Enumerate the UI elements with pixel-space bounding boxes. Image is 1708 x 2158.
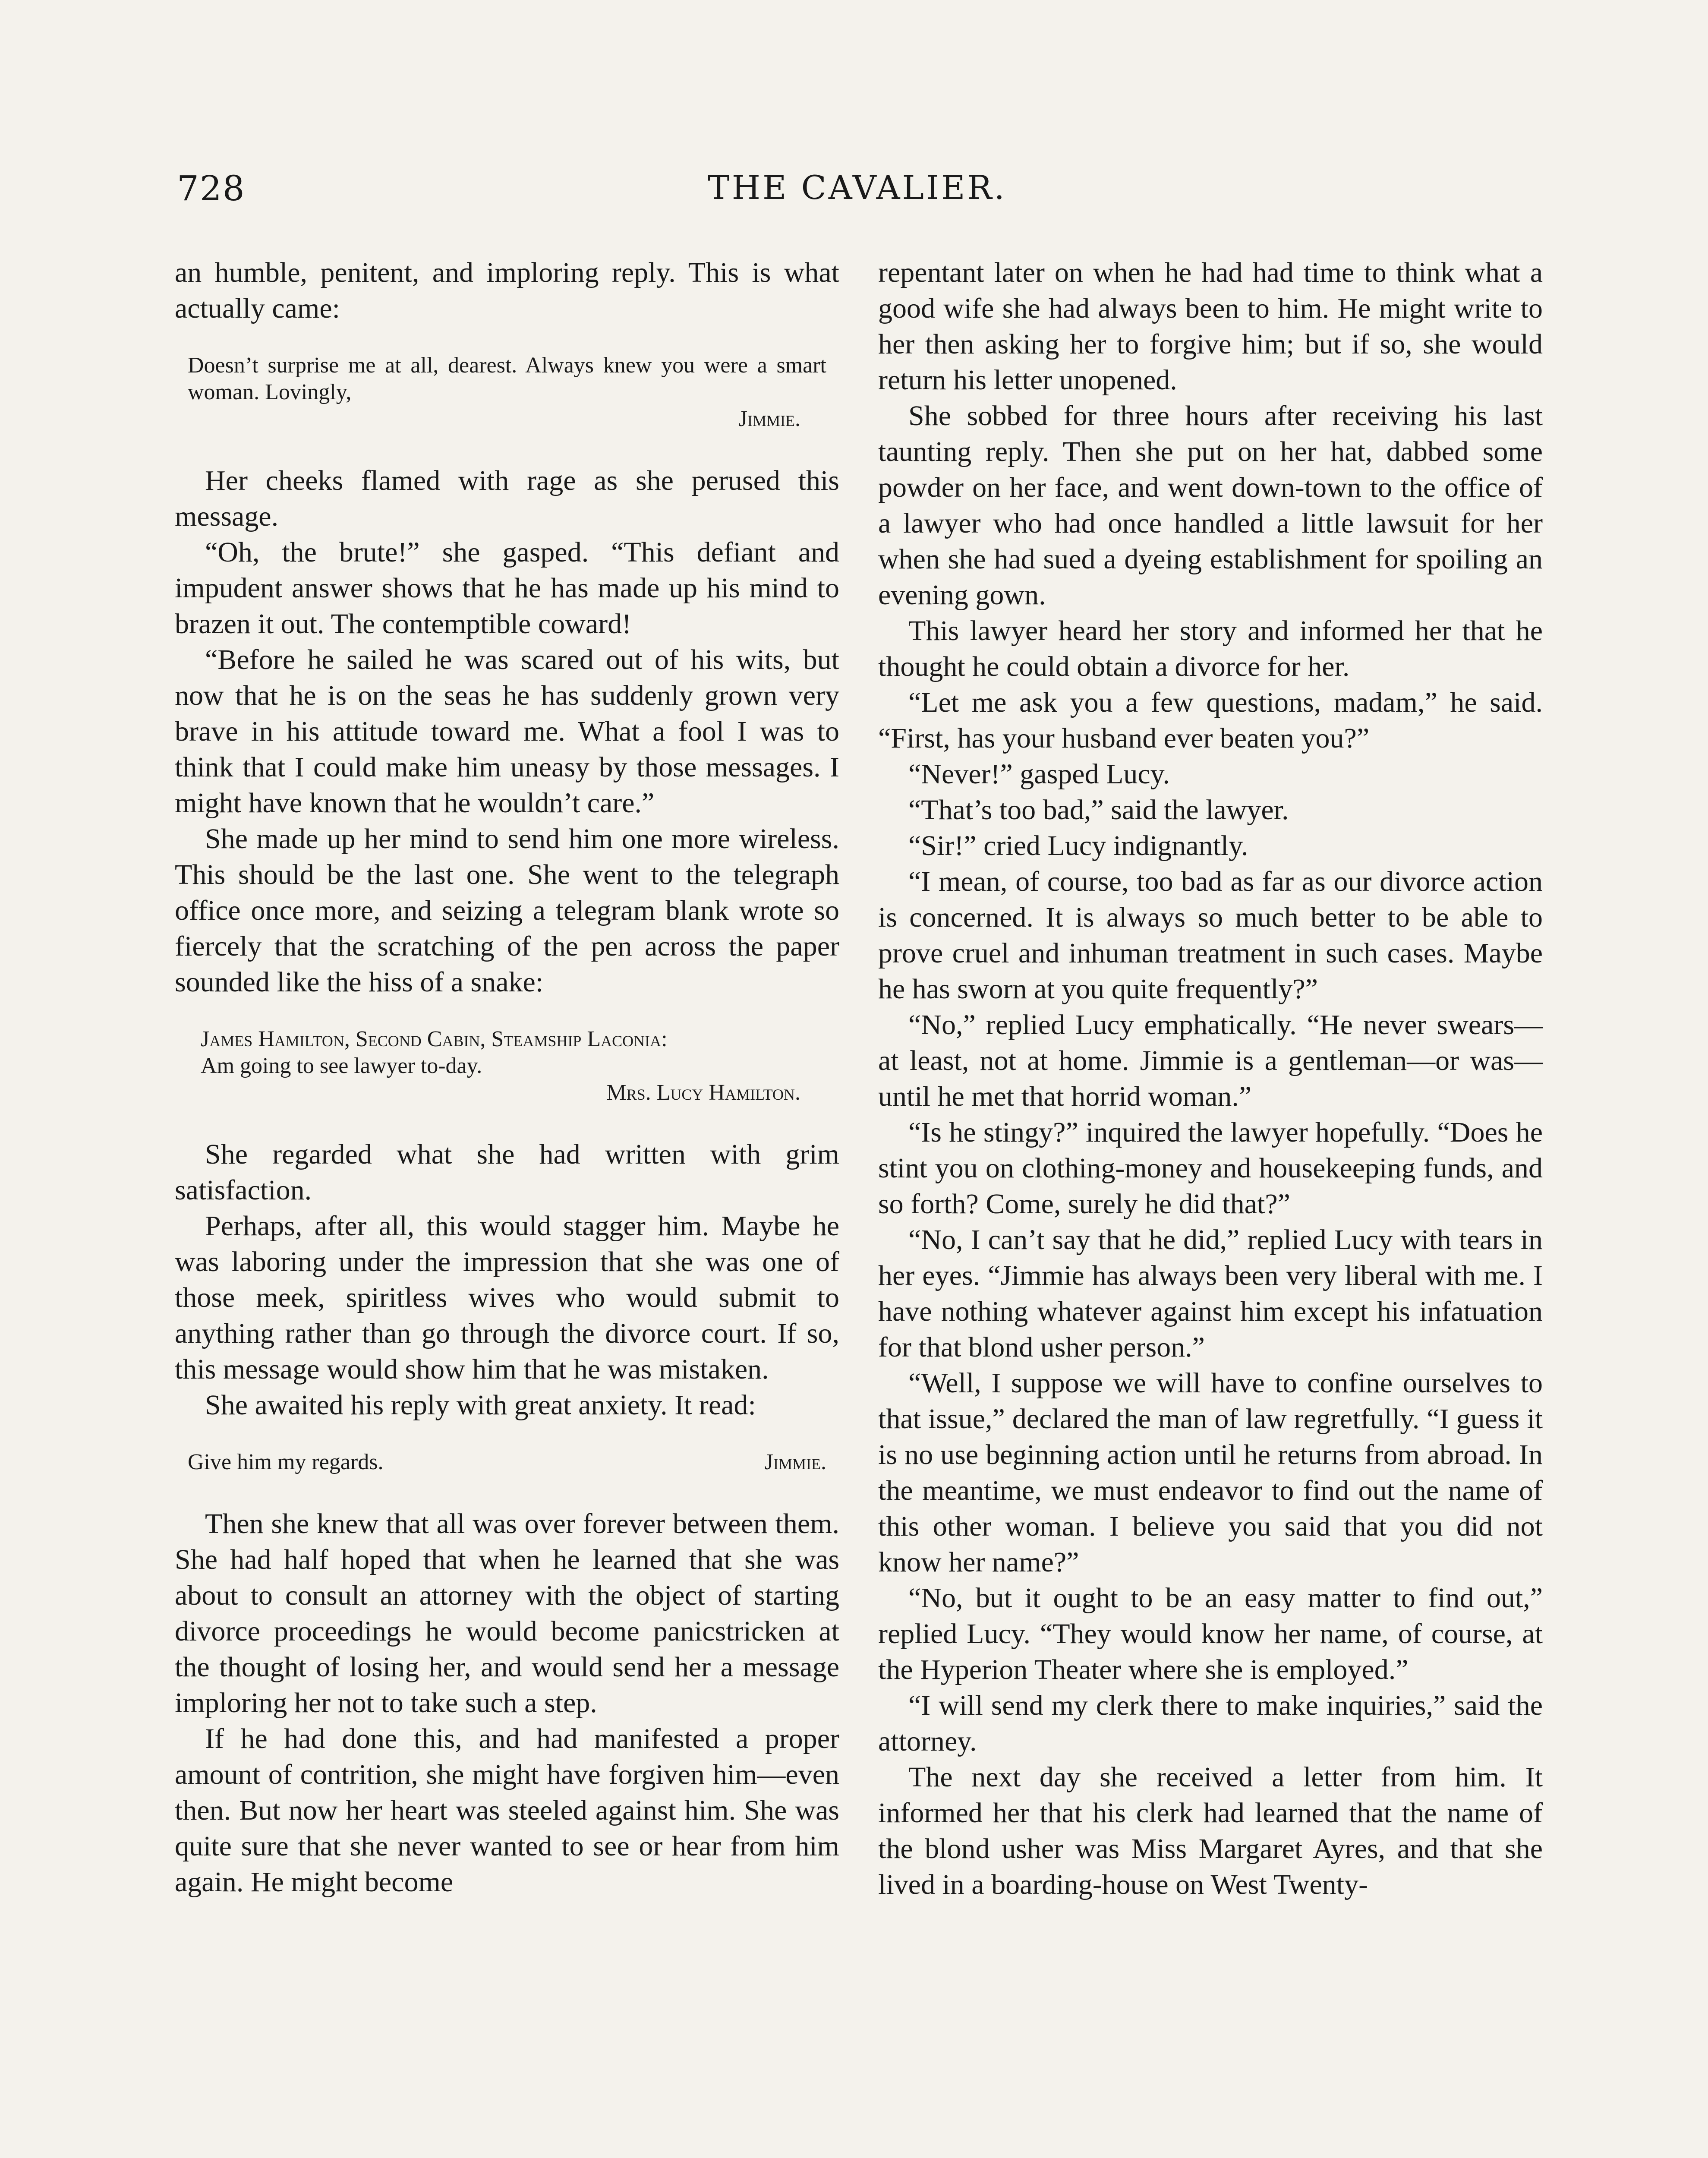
paragraph: “No,” replied Lucy emphatically. “He never swears—at least, not at home. Jimmie is a gentleman—or was—until he met that horrid woman.” xyxy=(878,1009,1543,1112)
telegram-message xyxy=(188,1449,844,1476)
paragraph: “Well, I suppose we will have to confine ourselves to that issue,” declared the man of law regretfully. “I guess it is no use beginning action until he returns from abroad. In the meantime, we must endeavor to find out the name of this other woman. I believe you said that you did not know her name?” xyxy=(878,1367,1543,1578)
left-column xyxy=(175,255,839,1900)
page-header xyxy=(0,160,1708,229)
paragraph: “Sir!” cried Lucy indignantly. xyxy=(908,830,1248,861)
paragraph: The next day she received a letter from him. It informed her that his clerk had learned that the name of the blond usher was Miss Margaret Ayres, and that she lived in a boarding-house on West Twenty- xyxy=(878,1761,1543,1900)
telegram-address: James Hamilton, Second Cabin, Steamship Laconia: xyxy=(201,1027,668,1051)
telegram-signature: Mrs. Lucy Hamilton. xyxy=(606,1080,800,1105)
telegram-body: Give him my regards. xyxy=(188,1450,384,1474)
telegram-signature: Jimmie. xyxy=(764,1450,826,1474)
paragraph: “Before he sailed he was scared out of his wits, but now that he is on the seas he has suddenly grown very brave in his attitude toward me. What a fool I was to think that I could make him uneasy by those messages. I might have known that he wouldn’t care.” xyxy=(175,644,839,819)
paragraph: repentant later on when he had had time to think what a good wife she had always been to him. He might write to her then asking her to forgive him; but if so, she would return his letter unopened. xyxy=(878,257,1543,396)
telegram-message xyxy=(188,352,826,432)
paragraph: “I mean, of course, too bad as far as our divorce action is concerned. It is always so much better to be able to prove cruel and inhuman treatment in such cases. Maybe he has sworn at you quite frequently?” xyxy=(878,866,1543,1005)
paragraph: Perhaps, after all, this would stagger him. Maybe he was laboring under the impression that she was one of those meek, spiritless wives who would submit to anything rather than go through the divorce court. If so, this message would show him that he was mistaken. xyxy=(175,1210,839,1385)
telegram-body: Doesn’t surprise me at all, dearest. Always knew you were a smart woman. Lovingly, xyxy=(188,353,826,404)
paragraph: “Never!” gasped Lucy. xyxy=(908,758,1170,790)
right-column xyxy=(878,255,1543,1902)
paragraph: She regarded what she had written with grim satisfaction. xyxy=(175,1139,839,1206)
paragraph: “Let me ask you a few questions, madam,” he said. “First, has your husband ever beaten you?” xyxy=(878,687,1543,754)
paragraph: “That’s too bad,” said the lawyer. xyxy=(908,794,1289,826)
paragraph: “No, I can’t say that he did,” replied Lucy with tears in her eyes. “Jimmie has always been very liberal with me. I have nothing whatever against him except his infatuation for that blond usher person.” xyxy=(878,1224,1543,1363)
paragraph: She made up her mind to send him one more wireless. This should be the last one. She went to the telegraph office once more, and seizing a telegram blank wrote so fiercely that the scratching of the pen across the paper sounded like the hiss of a snake: xyxy=(175,823,839,998)
paragraph: “Oh, the brute!” she gasped. “This defiant and impudent answer shows that he has made up his mind to brazen it out. The contemptible coward! xyxy=(175,536,839,640)
page-number: 728 xyxy=(177,168,246,208)
paragraph: She sobbed for three hours after receiving his last taunting reply. Then she put on her hat, dabbed some powder on her face, and went down-town to the office of a lawyer who had once handled a little lawsuit for her when she had sued a dyeing establishment for spoiling an evening gown. xyxy=(878,400,1543,611)
telegram-body: Am going to see lawyer to-day. xyxy=(201,1054,482,1078)
running-title: THE CAVALIER. xyxy=(708,168,1007,207)
paragraph: Her cheeks flamed with rage as she perused this message. xyxy=(175,465,839,532)
telegram-signature: Jimmie. xyxy=(738,407,800,431)
paragraph: “I will send my clerk there to make inquiries,” said the attorney. xyxy=(878,1690,1543,1757)
telegram-message xyxy=(188,1026,826,1106)
paragraph: This lawyer heard her story and informed her that he thought he could obtain a divorce for her. xyxy=(878,615,1543,682)
paragraph: an humble, penitent, and imploring reply. This is what actually came: xyxy=(175,257,839,324)
paragraph: She awaited his reply with great anxiety. It read: xyxy=(205,1389,756,1421)
paragraph: Then she knew that all was over forever between them. She had half hoped that when he learned that she was about to consult an attorney with the object of starting divorce proceedings he would become panicstricken at the thought of losing her, and would send her a message imploring her not to take such a step. xyxy=(175,1508,839,1719)
paragraph: “Is he stingy?” inquired the lawyer hopefully. “Does he stint you on clothing-money and housekeeping funds, and so forth? Come, surely he did that?” xyxy=(878,1117,1543,1220)
paragraph: “No, but it ought to be an easy matter to find out,” replied Lucy. “They would know her name, of course, at the Hyperion Theater where she is employed.” xyxy=(878,1582,1543,1685)
paragraph: If he had done this, and had manifested a proper amount of contrition, she might have forgiven him—even then. But now her heart was steeled against him. She was quite sure that she never wanted to see or hear from him again. He might become xyxy=(175,1723,839,1898)
